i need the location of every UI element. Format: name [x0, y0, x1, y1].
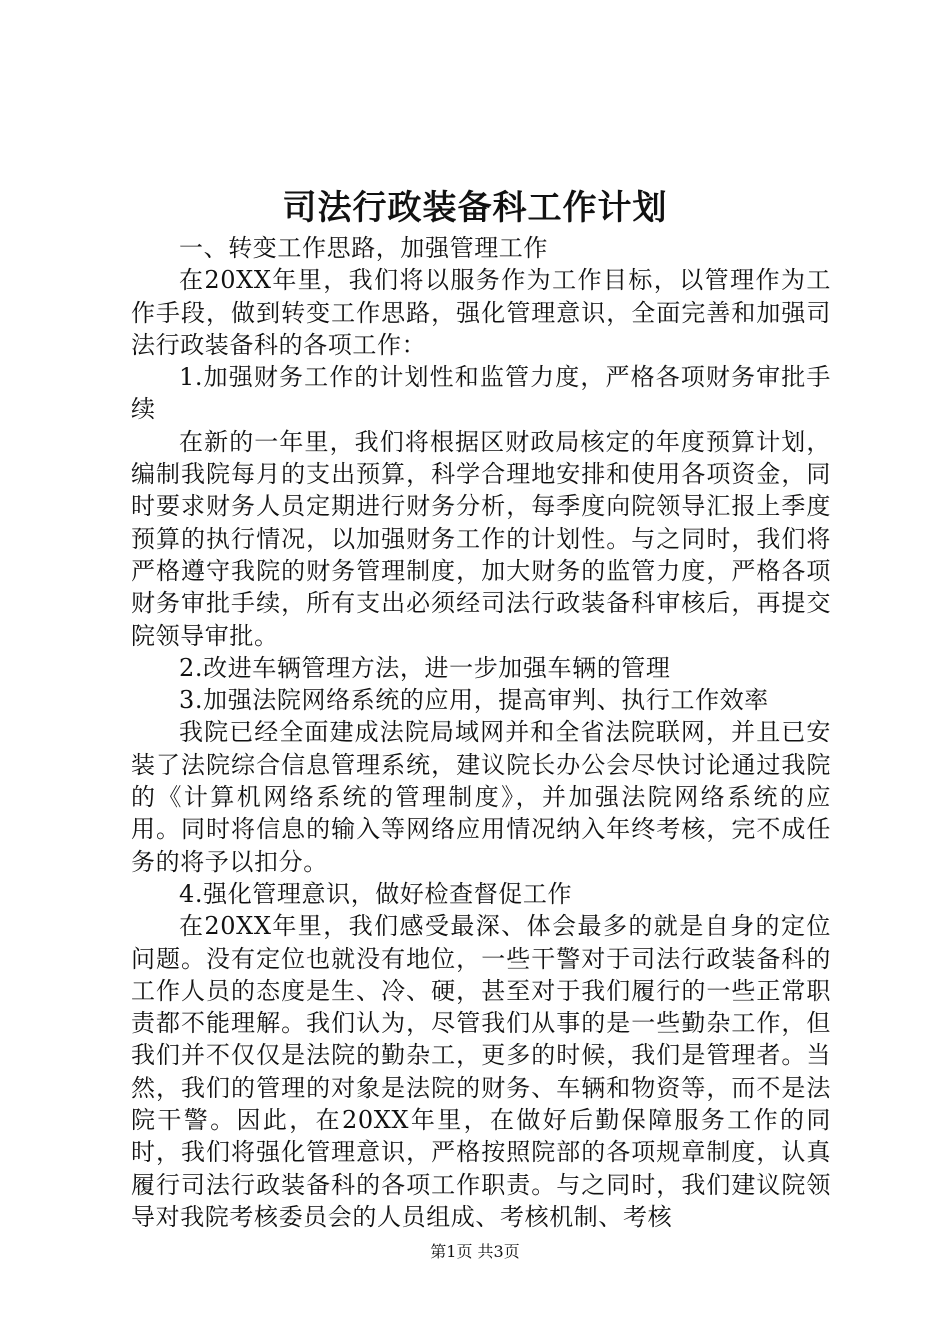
paragraph-network: 我院已经全面建成法院局域网并和全省法院联网，并且已安装了法院综合信息管理系统，建议院长办公会尽快讨论通过我院的《计算机网络系统的管理制度》，并加强法院网络系统的应用。同时将信息的输入等网络应用情况纳入年终考核，完不成任务的将予以扣分。: [131, 718, 831, 876]
item-heading-1: 1.加强财务工作的计划性和监管力度，严格各项财务审批手续: [131, 363, 831, 424]
item-heading-3: 3.加强法院网络系统的应用，提高审判、执行工作效率: [179, 686, 769, 715]
paragraph-management: 在20XX年里，我们感受最深、体会最多的就是自身的定位问题。没有定位也就没有地位，一些干警对于司法行政装备科的工作人员的态度是生、冷、硬，甚至对于我们履行的一些正常职责都不能理解。我们认为，尽管我们从事的是一些勤杂工作，但我们并不仅仅是法院的勤杂工，更多的时候，我们是管理者。当然，我们的管理的对象是法院的财务、车辆和物资等，而不是法院干警。因此，在20XX年里，在做好后勤保障服务工作的同时，我们将强化管理意识，严格按照院部的各项规章制度，认真履行司法行政装备科的各项工作职责。与之同时，我们建议院领导对我院考核委员会的人员组成、考核机制、考核: [131, 912, 831, 1231]
document-body: [131, 232, 831, 1233]
paragraph-intro: 在20XX年里，我们将以服务作为工作目标，以管理作为工作手段，做到转变工作思路，强化管理意识，全面完善和加强司法行政装备科的各项工作：: [131, 266, 831, 359]
document-title: 司法行政装备科工作计划: [282, 188, 668, 228]
page-footer: 第1页 共3页: [430, 1242, 520, 1261]
paragraph-finance: 在新的一年里，我们将根据区财政局核定的年度预算计划，编制我院每月的支出预算，科学合理地安排和使用各项资金，同时要求财务人员定期进行财务分析，每季度向院领导汇报上季度预算的执行情况，以加强财务工作的计划性。与之同时，我们将严格遵守我院的财务管理制度，加大财务的监管力度，严格各项财务审批手续，所有支出必须经司法行政装备科审核后，再提交院领导审批。: [131, 427, 831, 650]
item-heading-2: 2.改进车辆管理方法，进一步加强车辆的管理: [179, 653, 671, 682]
item-heading-4: 4.强化管理意识，做好检查督促工作: [179, 879, 573, 908]
section-heading-1: 一、转变工作思路，加强管理工作: [179, 234, 548, 262]
